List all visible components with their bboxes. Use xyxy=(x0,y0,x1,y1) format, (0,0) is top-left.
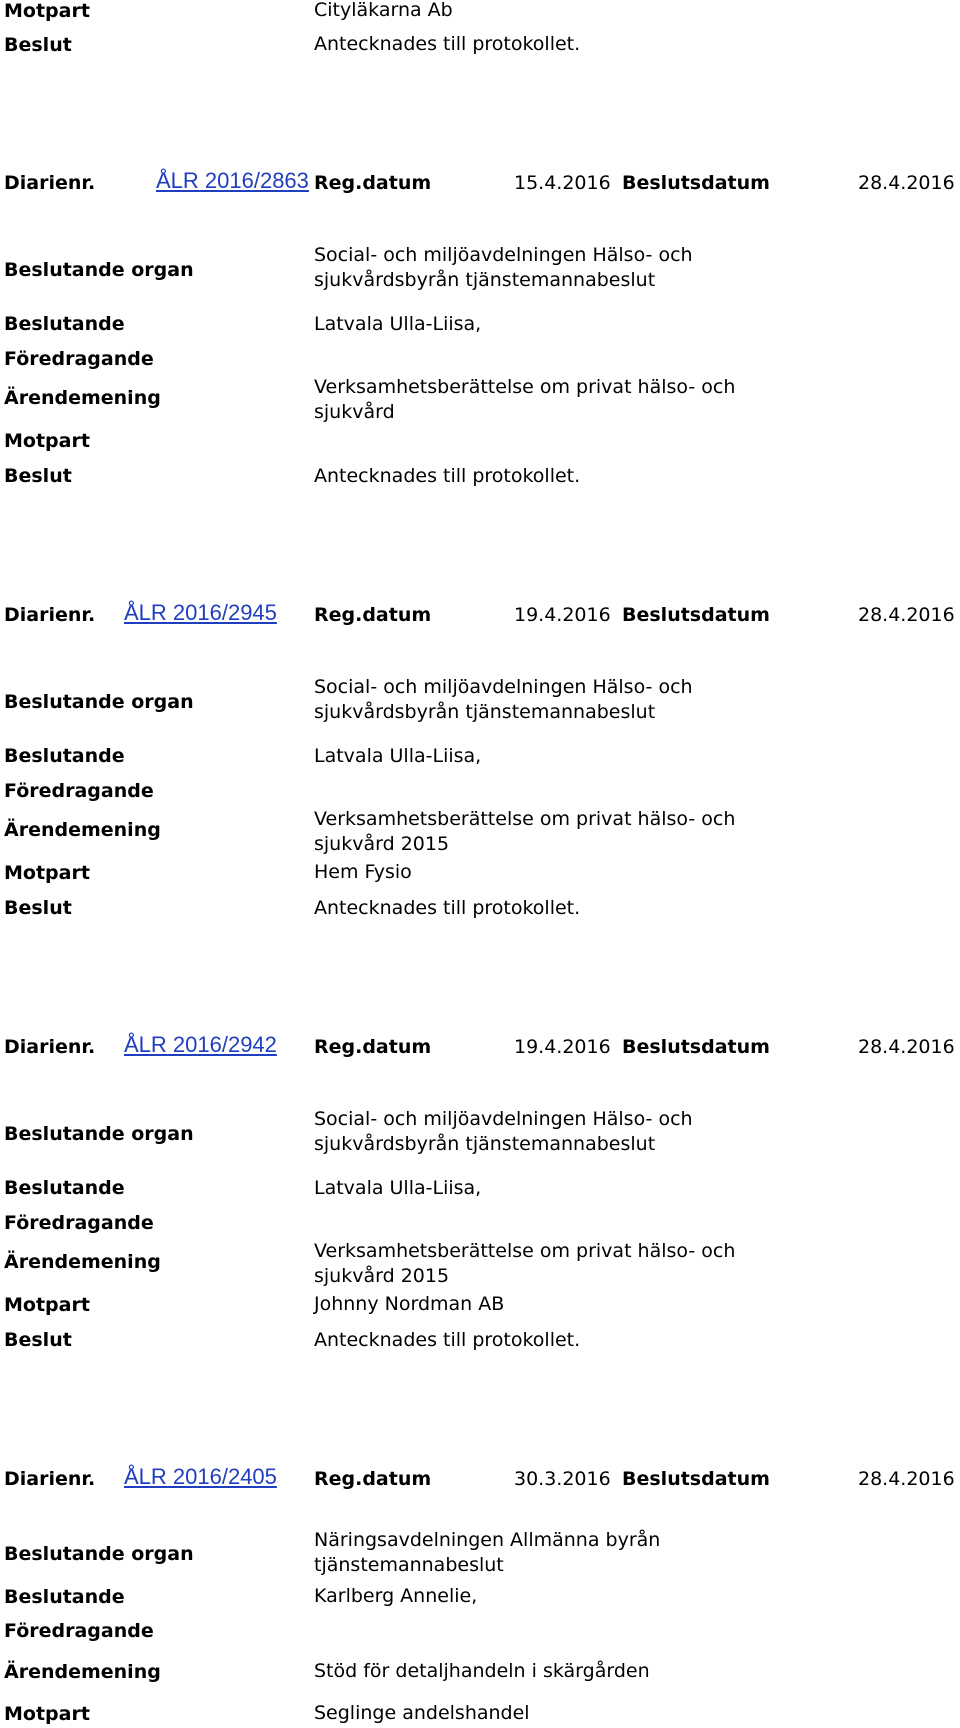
diarienr-label: Diarienr. xyxy=(4,1036,96,1058)
regdatum-value: 30.3.2016 xyxy=(514,1468,611,1490)
beslut-label: Beslut xyxy=(4,465,72,487)
beslutsdatum-value: 28.4.2016 xyxy=(858,1036,955,1058)
motpart-value: Cityläkarna Ab xyxy=(314,0,453,21)
diarienr-link[interactable]: ÅLR 2016/2405 xyxy=(124,1464,277,1489)
diarienr-link[interactable]: ÅLR 2016/2863 xyxy=(156,168,309,193)
beslutande-value: Karlberg Annelie, xyxy=(314,1585,478,1607)
arendemening-value: Stöd för detaljhandeln i skärgården xyxy=(314,1660,650,1682)
beslutsdatum-value: 28.4.2016 xyxy=(858,604,955,626)
beslutande-organ-line2: sjukvårdsbyrån tjänstemannabeslut xyxy=(314,1133,656,1155)
beslutande-organ-label: Beslutande organ xyxy=(4,691,194,713)
beslut-value: Antecknades till protokollet. xyxy=(314,465,581,487)
beslutsdatum-label: Beslutsdatum xyxy=(622,1468,770,1490)
beslutande-value: Latvala Ulla-Liisa, xyxy=(314,313,482,335)
beslutsdatum-label: Beslutsdatum xyxy=(622,604,770,626)
foredragande-label: Föredragande xyxy=(4,1212,154,1234)
arendemening-label: Ärendemening xyxy=(4,1661,161,1683)
beslutsdatum-value: 28.4.2016 xyxy=(858,1468,955,1490)
diarienr-label: Diarienr. xyxy=(4,1468,96,1490)
beslutande-organ-label: Beslutande organ xyxy=(4,1543,194,1565)
beslutande-label: Beslutande xyxy=(4,313,125,335)
regdatum-label: Reg.datum xyxy=(314,172,432,194)
beslut-label: Beslut xyxy=(4,1329,72,1351)
beslutande-label: Beslutande xyxy=(4,745,125,767)
beslutande-organ-label: Beslutande organ xyxy=(4,1123,194,1145)
beslutsdatum-label: Beslutsdatum xyxy=(622,172,770,194)
motpart-label: Motpart xyxy=(4,862,90,884)
arendemening-label: Ärendemening xyxy=(4,387,161,409)
beslutsdatum-label: Beslutsdatum xyxy=(622,1036,770,1058)
beslutande-value: Latvala Ulla-Liisa, xyxy=(314,1177,482,1199)
beslutande-organ-line1: Social- och miljöavdelningen Hälso- och xyxy=(314,244,693,266)
beslut-value: Antecknades till protokollet. xyxy=(314,897,581,919)
arendemening-line2: sjukvård 2015 xyxy=(314,833,450,855)
beslut-label: Beslut xyxy=(4,897,72,919)
beslut-value: Antecknades till protokollet. xyxy=(314,1329,581,1351)
regdatum-label: Reg.datum xyxy=(314,1036,432,1058)
beslut-value: Antecknades till protokollet. xyxy=(314,33,581,55)
beslutande-organ-line1: Social- och miljöavdelningen Hälso- och xyxy=(314,1108,693,1130)
foredragande-label: Föredragande xyxy=(4,348,154,370)
motpart-value: Hem Fysio xyxy=(314,861,412,883)
diarienr-label: Diarienr. xyxy=(4,172,96,194)
beslutande-label: Beslutande xyxy=(4,1586,125,1608)
foredragande-label: Föredragande xyxy=(4,1620,154,1642)
motpart-value: Johnny Nordman AB xyxy=(314,1293,505,1315)
diarienr-link[interactable]: ÅLR 2016/2945 xyxy=(124,600,277,625)
arendemening-line1: Verksamhetsberättelse om privat hälso- och xyxy=(314,376,736,398)
arendemening-line2: sjukvård xyxy=(314,401,395,423)
arendemening-line1: Verksamhetsberättelse om privat hälso- och xyxy=(314,1240,736,1262)
arendemening-line1: Verksamhetsberättelse om privat hälso- och xyxy=(314,808,736,830)
motpart-label: Motpart xyxy=(4,0,90,22)
diarienr-link[interactable]: ÅLR 2016/2942 xyxy=(124,1032,277,1057)
regdatum-label: Reg.datum xyxy=(314,604,432,626)
arendemening-label: Ärendemening xyxy=(4,1251,161,1273)
motpart-label: Motpart xyxy=(4,1703,90,1725)
beslutande-value: Latvala Ulla-Liisa, xyxy=(314,745,482,767)
regdatum-label: Reg.datum xyxy=(314,1468,432,1490)
beslutande-label: Beslutande xyxy=(4,1177,125,1199)
beslutande-organ-line2: sjukvårdsbyrån tjänstemannabeslut xyxy=(314,701,656,723)
beslutande-organ-label: Beslutande organ xyxy=(4,259,194,281)
beslutande-organ-line1: Social- och miljöavdelningen Hälso- och xyxy=(314,676,693,698)
diarienr-label: Diarienr. xyxy=(4,604,96,626)
motpart-label: Motpart xyxy=(4,1294,90,1316)
motpart-value: Seglinge andelshandel xyxy=(314,1702,530,1724)
regdatum-value: 15.4.2016 xyxy=(514,172,611,194)
foredragande-label: Föredragande xyxy=(4,780,154,802)
beslutande-organ-line2: tjänstemannabeslut xyxy=(314,1554,504,1576)
beslutsdatum-value: 28.4.2016 xyxy=(858,172,955,194)
beslutande-organ-line1: Näringsavdelningen Allmänna byrån xyxy=(314,1529,661,1551)
regdatum-value: 19.4.2016 xyxy=(514,604,611,626)
motpart-label: Motpart xyxy=(4,430,90,452)
beslut-label: Beslut xyxy=(4,34,72,56)
arendemening-line2: sjukvård 2015 xyxy=(314,1265,450,1287)
regdatum-value: 19.4.2016 xyxy=(514,1036,611,1058)
beslutande-organ-line2: sjukvårdsbyrån tjänstemannabeslut xyxy=(314,269,656,291)
arendemening-label: Ärendemening xyxy=(4,819,161,841)
